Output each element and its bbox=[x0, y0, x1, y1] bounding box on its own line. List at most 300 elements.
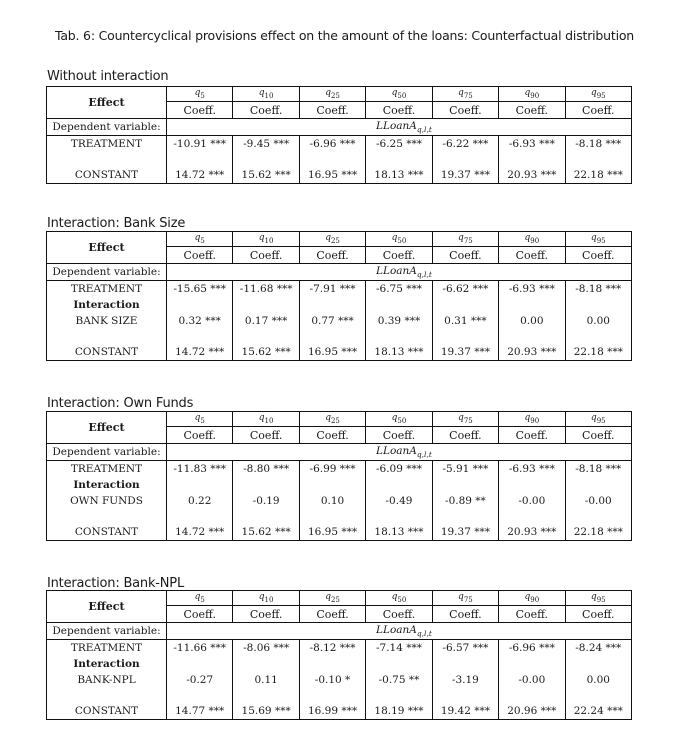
quantile-subscript: 90 bbox=[530, 416, 540, 425]
coefficient-cell: -3.19 bbox=[432, 672, 498, 688]
coefficient-cell: 22.24 *** bbox=[565, 702, 631, 720]
quantile-header-row bbox=[47, 591, 632, 606]
quantile-subscript: 95 bbox=[596, 236, 606, 245]
coefficient-cell: -7.91 *** bbox=[299, 281, 365, 298]
quantile-symbol: q bbox=[194, 88, 201, 99]
quantile-header bbox=[366, 232, 432, 247]
quantile-subscript: 5 bbox=[200, 416, 205, 425]
constant-row-label bbox=[47, 343, 167, 361]
coefficient-cell: 20.93 *** bbox=[499, 343, 565, 361]
dependent-variable-name bbox=[167, 623, 632, 640]
quantile-subscript: 25 bbox=[330, 236, 340, 245]
coefficient-cell: -8.06 *** bbox=[233, 640, 299, 657]
coefficient-cell: 18.19 *** bbox=[366, 702, 432, 720]
coeff-header: Coeff. bbox=[233, 606, 299, 623]
dependent-variable-row bbox=[47, 623, 632, 640]
dependent-variable-symbol: LLoanA bbox=[376, 264, 417, 277]
row-label-text: TREATMENT bbox=[70, 283, 143, 295]
coefficient-cell: 0.00 bbox=[565, 313, 631, 329]
row-label-text: Interaction bbox=[73, 299, 140, 311]
coefficient-cell: 19.42 *** bbox=[432, 702, 498, 720]
coefficient-cell bbox=[565, 152, 631, 166]
coefficient-cell: -0.10 * bbox=[299, 672, 365, 688]
coefficient-cell bbox=[366, 329, 432, 343]
coefficient-cell: -0.49 bbox=[366, 493, 432, 509]
coeff-header: Coeff. bbox=[366, 102, 432, 119]
regression-table bbox=[46, 411, 632, 541]
quantile-symbol: q bbox=[194, 233, 201, 244]
quantile-subscript: 75 bbox=[463, 595, 473, 604]
coeff-header: Coeff. bbox=[565, 606, 631, 623]
coefficient-cell: -6.75 *** bbox=[366, 281, 432, 298]
regression-table bbox=[46, 86, 632, 184]
coefficient-cell bbox=[167, 477, 233, 493]
coefficient-cell: -0.00 bbox=[499, 672, 565, 688]
treatment-row bbox=[47, 640, 632, 657]
coefficient-cell: -0.89 ** bbox=[432, 493, 498, 509]
dependent-variable-row bbox=[47, 444, 632, 461]
coefficient-cell: -6.25 *** bbox=[366, 136, 432, 153]
quantile-symbol: q bbox=[524, 233, 531, 244]
quantile-header bbox=[499, 87, 565, 102]
coefficient-cell: -6.09 *** bbox=[366, 461, 432, 478]
spacer-row bbox=[47, 152, 632, 166]
coefficient-cell bbox=[233, 297, 299, 313]
interaction-row bbox=[47, 313, 632, 329]
interaction-row-label bbox=[47, 313, 167, 329]
coefficient-cell: -10.91 *** bbox=[167, 136, 233, 153]
quantile-header bbox=[499, 591, 565, 606]
coefficient-cell: 0.32 *** bbox=[167, 313, 233, 329]
coefficient-cell bbox=[366, 297, 432, 313]
row-label-text: CONSTANT bbox=[74, 525, 139, 538]
coefficient-cell bbox=[432, 509, 498, 523]
coefficient-cell: 19.37 *** bbox=[432, 343, 498, 361]
coefficient-cell: 14.72 *** bbox=[167, 523, 233, 541]
coefficient-cell bbox=[233, 152, 299, 166]
coefficient-cell: -0.00 bbox=[499, 493, 565, 509]
coefficient-cell bbox=[167, 656, 233, 672]
coefficient-cell bbox=[565, 509, 631, 523]
coefficient-cell: 0.00 bbox=[565, 672, 631, 688]
coefficient-cell bbox=[299, 509, 365, 523]
coefficient-cell bbox=[432, 329, 498, 343]
coefficient-cell: 0.17 *** bbox=[233, 313, 299, 329]
dependent-variable-label: Dependent variable: bbox=[47, 444, 167, 461]
coefficient-cell: -6.62 *** bbox=[432, 281, 498, 298]
quantile-symbol: q bbox=[391, 413, 398, 424]
quantile-header bbox=[565, 232, 631, 247]
coefficient-cell bbox=[432, 688, 498, 702]
coefficient-cell: 0.00 bbox=[499, 313, 565, 329]
coefficient-cell bbox=[299, 152, 365, 166]
coefficient-cell bbox=[432, 477, 498, 493]
coefficient-cell: -6.57 *** bbox=[432, 640, 498, 657]
effect-header: Effect bbox=[47, 591, 167, 623]
quantile-header bbox=[565, 412, 631, 427]
coefficient-cell: 18.13 *** bbox=[366, 343, 432, 361]
coefficient-cell: -8.18 *** bbox=[565, 461, 631, 478]
quantile-header bbox=[167, 412, 233, 427]
spacer-row bbox=[47, 688, 632, 702]
row-label-text: TREATMENT bbox=[70, 642, 143, 654]
coefficient-cell: -0.75 ** bbox=[366, 672, 432, 688]
coefficient-cell: -6.93 *** bbox=[499, 461, 565, 478]
coefficient-cell bbox=[366, 688, 432, 702]
quantile-header bbox=[499, 412, 565, 427]
quantile-header bbox=[299, 232, 365, 247]
quantile-header bbox=[233, 591, 299, 606]
coefficient-cell: -8.18 *** bbox=[565, 136, 631, 153]
quantile-symbol: q bbox=[458, 413, 464, 424]
row-label-text: TREATMENT bbox=[70, 463, 143, 475]
constant-row-label bbox=[47, 166, 167, 184]
treatment-row-label bbox=[47, 136, 167, 153]
coefficient-cell bbox=[499, 688, 565, 702]
spacer-row bbox=[47, 329, 632, 343]
coefficient-cell: 16.95 *** bbox=[299, 166, 365, 184]
coefficient-cell bbox=[299, 477, 365, 493]
quantile-symbol: q bbox=[458, 592, 464, 603]
coefficient-cell: -6.99 *** bbox=[299, 461, 365, 478]
row-label-text: Interaction bbox=[73, 479, 140, 491]
quantile-subscript: 75 bbox=[463, 416, 473, 425]
dependent-variable-row bbox=[47, 264, 632, 281]
interaction-heading-row bbox=[47, 297, 632, 313]
regression-table bbox=[46, 231, 632, 361]
coeff-header: Coeff. bbox=[167, 427, 233, 444]
quantile-subscript: 5 bbox=[200, 595, 205, 604]
constant-row-label bbox=[47, 702, 167, 720]
coefficient-cell: 0.77 *** bbox=[299, 313, 365, 329]
coefficient-cell bbox=[233, 329, 299, 343]
quantile-header bbox=[565, 591, 631, 606]
quantile-header bbox=[366, 412, 432, 427]
interaction-heading-row bbox=[47, 477, 632, 493]
coefficient-cell: -0.00 bbox=[565, 493, 631, 509]
coefficient-cell bbox=[565, 329, 631, 343]
coeff-header: Coeff. bbox=[366, 247, 432, 264]
effect-header: Effect bbox=[47, 87, 167, 119]
coefficient-cell bbox=[499, 152, 565, 166]
dependent-variable-subscript: q,l,t bbox=[416, 270, 432, 280]
interaction-heading-row-label bbox=[47, 656, 167, 672]
dependent-variable-symbol: LLoanA bbox=[376, 119, 417, 132]
quantile-symbol: q bbox=[258, 88, 265, 99]
quantile-symbol: q bbox=[524, 592, 531, 603]
coefficient-cell: 19.37 *** bbox=[432, 523, 498, 541]
constant-row bbox=[47, 166, 632, 184]
constant-row bbox=[47, 702, 632, 720]
quantile-symbol: q bbox=[325, 88, 331, 99]
coeff-header: Coeff. bbox=[499, 606, 565, 623]
quantile-symbol: q bbox=[458, 88, 464, 99]
quantile-header bbox=[233, 87, 299, 102]
coefficient-cell: 0.10 bbox=[299, 493, 365, 509]
coefficient-cell: 15.69 *** bbox=[233, 702, 299, 720]
coefficient-cell bbox=[167, 329, 233, 343]
dependent-variable-name bbox=[167, 264, 632, 281]
coefficient-cell bbox=[432, 656, 498, 672]
quantile-symbol: q bbox=[258, 233, 265, 244]
coefficient-cell bbox=[299, 688, 365, 702]
treatment-row-label bbox=[47, 461, 167, 478]
row-label-text: BANK SIZE bbox=[75, 315, 138, 327]
coeff-header: Coeff. bbox=[299, 247, 365, 264]
quantile-subscript: 95 bbox=[596, 91, 606, 100]
coeff-header: Coeff. bbox=[432, 427, 498, 444]
coeff-header: Coeff. bbox=[299, 427, 365, 444]
row-label-text: TREATMENT bbox=[70, 138, 143, 150]
dependent-variable-label: Dependent variable: bbox=[47, 264, 167, 281]
coeff-header: Coeff. bbox=[167, 102, 233, 119]
quantile-symbol: q bbox=[590, 88, 597, 99]
effect-header: Effect bbox=[47, 232, 167, 264]
coefficient-cell: 0.31 *** bbox=[432, 313, 498, 329]
treatment-row bbox=[47, 281, 632, 298]
coefficient-cell bbox=[565, 688, 631, 702]
quantile-subscript: 90 bbox=[530, 236, 540, 245]
coeff-header: Coeff. bbox=[233, 102, 299, 119]
coefficient-cell bbox=[299, 656, 365, 672]
constant-row bbox=[47, 523, 632, 541]
interaction-heading-row bbox=[47, 656, 632, 672]
coefficient-cell: -8.18 *** bbox=[565, 281, 631, 298]
coefficient-cell: 14.77 *** bbox=[167, 702, 233, 720]
treatment-row-label bbox=[47, 281, 167, 298]
coefficient-cell: -6.96 *** bbox=[299, 136, 365, 153]
coefficient-cell: 19.37 *** bbox=[432, 166, 498, 184]
coefficient-cell bbox=[565, 656, 631, 672]
interaction-row-label bbox=[47, 493, 167, 509]
quantile-symbol: q bbox=[524, 88, 531, 99]
spacer-row-label bbox=[47, 509, 167, 523]
quantile-symbol: q bbox=[590, 233, 597, 244]
coefficient-cell: 16.95 *** bbox=[299, 343, 365, 361]
coeff-header: Coeff. bbox=[499, 247, 565, 264]
coeff-header: Coeff. bbox=[299, 102, 365, 119]
regression-table bbox=[46, 590, 632, 720]
quantile-header bbox=[432, 232, 498, 247]
quantile-symbol: q bbox=[391, 233, 398, 244]
coeff-header: Coeff. bbox=[565, 427, 631, 444]
quantile-subscript: 50 bbox=[397, 595, 407, 604]
spacer-row-label bbox=[47, 688, 167, 702]
coefficient-cell bbox=[366, 152, 432, 166]
quantile-header-row bbox=[47, 232, 632, 247]
coeff-header: Coeff. bbox=[233, 247, 299, 264]
coefficient-cell: 18.13 *** bbox=[366, 166, 432, 184]
coefficient-cell bbox=[499, 656, 565, 672]
quantile-header bbox=[299, 591, 365, 606]
coefficient-cell: -7.14 *** bbox=[366, 640, 432, 657]
coefficient-cell: 0.11 bbox=[233, 672, 299, 688]
coefficient-cell: -5.91 *** bbox=[432, 461, 498, 478]
coefficient-cell bbox=[565, 297, 631, 313]
quantile-header bbox=[167, 591, 233, 606]
row-label-text: CONSTANT bbox=[74, 704, 139, 717]
coefficient-cell: 20.96 *** bbox=[499, 702, 565, 720]
quantile-symbol: q bbox=[194, 413, 201, 424]
quantile-subscript: 25 bbox=[330, 416, 340, 425]
quantile-subscript: 10 bbox=[264, 236, 274, 245]
coefficient-cell bbox=[366, 477, 432, 493]
coefficient-cell bbox=[299, 297, 365, 313]
coefficient-cell bbox=[432, 152, 498, 166]
coefficient-cell: -6.96 *** bbox=[499, 640, 565, 657]
interaction-row bbox=[47, 493, 632, 509]
quantile-symbol: q bbox=[258, 413, 265, 424]
table-caption: Tab. 6: Countercyclical provisions effect on the amount of the loans: Counterfactual distribution bbox=[54, 28, 635, 43]
spacer-row-label bbox=[47, 329, 167, 343]
quantile-symbol: q bbox=[194, 592, 201, 603]
quantile-subscript: 50 bbox=[397, 416, 407, 425]
row-label-text: Interaction bbox=[73, 658, 140, 670]
quantile-symbol: q bbox=[391, 88, 398, 99]
coefficient-cell: -6.93 *** bbox=[499, 281, 565, 298]
quantile-symbol: q bbox=[391, 592, 398, 603]
coefficient-cell: 16.99 *** bbox=[299, 702, 365, 720]
coefficient-cell: 15.62 *** bbox=[233, 523, 299, 541]
coefficient-cell: 22.18 *** bbox=[565, 523, 631, 541]
interaction-heading-row-label bbox=[47, 297, 167, 313]
coefficient-cell: -8.80 *** bbox=[233, 461, 299, 478]
row-label-text: BANK-NPL bbox=[77, 674, 136, 686]
coefficient-cell bbox=[167, 152, 233, 166]
dependent-variable-symbol: LLoanA bbox=[376, 444, 417, 457]
quantile-header bbox=[432, 412, 498, 427]
coeff-header: Coeff. bbox=[499, 427, 565, 444]
coefficient-cell: 18.13 *** bbox=[366, 523, 432, 541]
coefficient-cell: -8.12 *** bbox=[299, 640, 365, 657]
quantile-header bbox=[432, 591, 498, 606]
coefficient-cell bbox=[233, 509, 299, 523]
effect-header: Effect bbox=[47, 412, 167, 444]
coefficient-cell bbox=[499, 509, 565, 523]
coefficient-cell bbox=[167, 509, 233, 523]
coefficient-cell bbox=[233, 477, 299, 493]
quantile-header bbox=[233, 232, 299, 247]
coeff-header: Coeff. bbox=[432, 247, 498, 264]
quantile-header bbox=[167, 87, 233, 102]
treatment-row bbox=[47, 461, 632, 478]
coeff-header: Coeff. bbox=[565, 102, 631, 119]
coeff-header: Coeff. bbox=[499, 102, 565, 119]
quantile-subscript: 5 bbox=[200, 236, 205, 245]
quantile-subscript: 5 bbox=[200, 91, 205, 100]
quantile-header-row bbox=[47, 87, 632, 102]
coefficient-cell: 0.39 *** bbox=[366, 313, 432, 329]
coeff-header: Coeff. bbox=[233, 427, 299, 444]
coefficient-cell: -0.27 bbox=[167, 672, 233, 688]
constant-row-label bbox=[47, 523, 167, 541]
spacer-row-label bbox=[47, 152, 167, 166]
coefficient-cell bbox=[299, 329, 365, 343]
coefficient-cell bbox=[432, 297, 498, 313]
coefficient-cell: 14.72 *** bbox=[167, 166, 233, 184]
quantile-header bbox=[366, 87, 432, 102]
row-label-text: OWN FUNDS bbox=[70, 495, 143, 507]
section-heading: Interaction: Bank Size bbox=[47, 216, 186, 231]
coefficient-cell: -9.45 *** bbox=[233, 136, 299, 153]
dependent-variable-name bbox=[167, 119, 632, 136]
dependent-variable-name bbox=[167, 444, 632, 461]
quantile-header bbox=[366, 591, 432, 606]
dependent-variable-row bbox=[47, 119, 632, 136]
coefficient-cell: -11.83 *** bbox=[167, 461, 233, 478]
coefficient-cell: -8.24 *** bbox=[565, 640, 631, 657]
coefficient-cell: 20.93 *** bbox=[499, 523, 565, 541]
quantile-symbol: q bbox=[325, 592, 331, 603]
quantile-subscript: 10 bbox=[264, 91, 274, 100]
quantile-header bbox=[565, 87, 631, 102]
treatment-row-label bbox=[47, 640, 167, 657]
dependent-variable-label: Dependent variable: bbox=[47, 623, 167, 640]
coefficient-cell bbox=[167, 688, 233, 702]
interaction-row bbox=[47, 672, 632, 688]
coeff-header: Coeff. bbox=[432, 102, 498, 119]
quantile-symbol: q bbox=[458, 233, 464, 244]
quantile-header bbox=[299, 87, 365, 102]
coefficient-cell: 15.62 *** bbox=[233, 166, 299, 184]
coefficient-cell bbox=[366, 509, 432, 523]
section-heading: Interaction: Bank-NPL bbox=[47, 576, 184, 591]
quantile-symbol: q bbox=[590, 592, 597, 603]
coefficient-cell bbox=[565, 477, 631, 493]
coefficient-cell: -11.68 *** bbox=[233, 281, 299, 298]
coeff-header: Coeff. bbox=[299, 606, 365, 623]
coefficient-cell: 22.18 *** bbox=[565, 343, 631, 361]
dependent-variable-label: Dependent variable: bbox=[47, 119, 167, 136]
spacer-row bbox=[47, 509, 632, 523]
quantile-header bbox=[233, 412, 299, 427]
coefficient-cell: -11.66 *** bbox=[167, 640, 233, 657]
coeff-header: Coeff. bbox=[366, 427, 432, 444]
coefficient-cell bbox=[167, 297, 233, 313]
dependent-variable-subscript: q,l,t bbox=[416, 629, 432, 639]
interaction-heading-row-label bbox=[47, 477, 167, 493]
section-heading: Interaction: Own Funds bbox=[47, 396, 194, 411]
quantile-header bbox=[432, 87, 498, 102]
coefficient-cell bbox=[499, 297, 565, 313]
quantile-symbol: q bbox=[325, 413, 331, 424]
quantile-header bbox=[499, 232, 565, 247]
quantile-subscript: 25 bbox=[330, 595, 340, 604]
coefficient-cell bbox=[366, 656, 432, 672]
coefficient-cell: 0.22 bbox=[167, 493, 233, 509]
coefficient-cell bbox=[499, 477, 565, 493]
dependent-variable-symbol: LLoanA bbox=[376, 623, 417, 636]
quantile-symbol: q bbox=[258, 592, 265, 603]
quantile-header-row bbox=[47, 412, 632, 427]
quantile-header bbox=[299, 412, 365, 427]
quantile-subscript: 75 bbox=[463, 236, 473, 245]
row-label-text: CONSTANT bbox=[74, 168, 139, 181]
quantile-header bbox=[167, 232, 233, 247]
coefficient-cell: -15.65 *** bbox=[167, 281, 233, 298]
coefficient-cell bbox=[499, 329, 565, 343]
dependent-variable-subscript: q,l,t bbox=[416, 450, 432, 460]
interaction-row-label bbox=[47, 672, 167, 688]
quantile-subscript: 50 bbox=[397, 91, 407, 100]
coefficient-cell: 16.95 *** bbox=[299, 523, 365, 541]
quantile-symbol: q bbox=[524, 413, 531, 424]
coefficient-cell bbox=[233, 688, 299, 702]
constant-row bbox=[47, 343, 632, 361]
quantile-symbol: q bbox=[325, 233, 331, 244]
coeff-header: Coeff. bbox=[565, 247, 631, 264]
treatment-row bbox=[47, 136, 632, 153]
